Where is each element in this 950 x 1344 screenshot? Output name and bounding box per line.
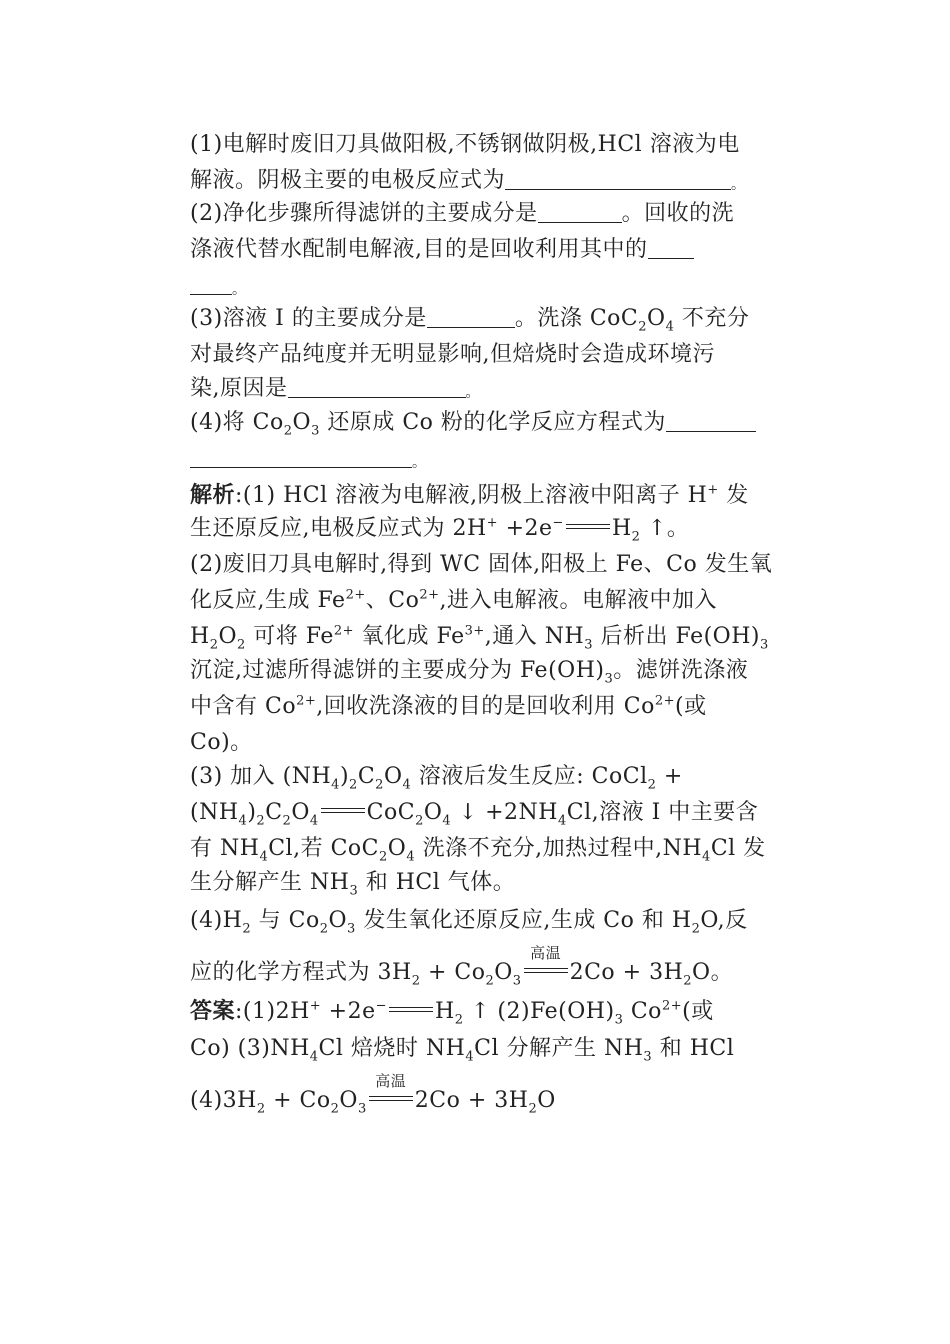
equals-sign [389, 1007, 433, 1012]
question-3-line-1: (3)溶液 Ⅰ 的主要成分是 。洗涤 $CoC_2O_4$ 不充分 [190, 306, 750, 335]
question-4-line-2: 。 [190, 444, 750, 478]
question-3-line-2: 对最终产品纯度并无明显影响,但焙烧时会造成环境污 [190, 342, 715, 367]
reaction-condition: 高温 [367, 1086, 415, 1116]
answer-blank [288, 375, 466, 398]
answer-blank [190, 445, 412, 468]
question-1-line-1: (1)电解时废旧刀具做阳极,不锈钢做阴极,HCl 溶液为电 [190, 132, 740, 157]
reaction-condition: 高温 [522, 958, 570, 988]
question-1-line-2: 解液。阴极主要的电极反应式为 。 [190, 168, 746, 193]
analysis-line-8: Co)。 [190, 730, 253, 755]
question-4-line-1: (4)将 $Co_2O_3$ 还原成 Co 粉的化学反应方程式为 [190, 408, 750, 438]
analysis-line-11: 有 $NH_4Cl$,若 $CoC_2O_4$ 洗涤不充分,加热过程中$,NH_4Cl$ 发 [190, 836, 766, 865]
question-2-line-1: (2)净化步骤所得滤饼的主要成分是 。回收的洗 [190, 201, 735, 226]
answer-line-1: 答案:(1)2H+ +2e− $H_2$ ↑ $(2)Fe(OH)_3$ $Co^{2+}$(或 [190, 998, 714, 1028]
answer-blank [538, 200, 622, 223]
analysis-line-4: 化反应,生成 $Fe^{2+}$、$Co^{2+}$,进入电解液。电解液中加入 [190, 587, 718, 613]
answer-blank [648, 236, 694, 259]
question-2-line-2: 涤液代替水配制电解液,目的是回收利用其中的 [190, 235, 750, 265]
analysis-line-5: $H_2O_2$ 可将 $Fe^{2+}$ 氧化成 $Fe^{3+}$,通入 $NH_3$ 后析出 $Fe(OH)_3$ [190, 623, 769, 653]
analysis-line-6: 沉淀,过滤所得滤饼的主要成分为 $Fe(OH)_3$。滤饼洗涤液 [190, 658, 749, 687]
analysis-line-12: 生分解产生 $NH_3$ 和 HCl 气体。 [190, 870, 516, 899]
analysis-line-14: 应的化学方程式为 $3H_2 + Co_2O_3$ 高温 $2Co + 3H_2O$。 [190, 944, 734, 989]
analysis-line-1: 解析:(1) HCl 溶液为电解液,阴极上溶液中阳离子 H+ 发 [190, 482, 749, 508]
answer-blank [427, 305, 515, 328]
analysis-line-13: $(4)H_2$ 与 $Co_2O_3$ 发生氧化还原反应,生成 Co 和 $H_2O$,反 [190, 908, 748, 937]
answer-blank [190, 272, 232, 295]
analysis-line-3: (2)废旧刀具电解时,得到 WC 固体,阳极上 Fe、Co 发生氧 [190, 552, 773, 577]
answer-line-2: Co) $(3)NH_4Cl$ 焙烧时 $NH_4Cl$ 分解产生 $NH_3$ 和 HCl [190, 1036, 735, 1065]
answer-label: 答案 [190, 998, 236, 1024]
analysis-line-9: (3) 加入 $(NH_4)_2C_2O_4$ 溶液后发生反应: CoCl$_2$ + [190, 764, 683, 793]
analysis-line-7: 中含有 $Co^{2+}$,回收洗涤液的目的是回收利用 $Co^{2+}$(或 [190, 693, 707, 719]
answer-blank [666, 409, 756, 432]
answer-line-3: $(4)3H_2 + Co_2O_3$ 高温 $2Co + 3H_2O$ [190, 1072, 556, 1117]
equals-sign [566, 524, 610, 529]
analysis-label: 解析 [190, 482, 236, 508]
analysis-line-10: $(NH_4)_2C_2O_4$ $CoC_2O_4$ ↓ $+2NH_4Cl$,溶液 Ⅰ 中主要含 [190, 800, 759, 829]
question-3-line-3: 染,原因是 。 [190, 376, 480, 401]
equals-sign [321, 808, 365, 813]
analysis-line-2: 生还原反应,电极反应式为 2H+ +2e− $H_2$ ↑。 [190, 515, 690, 545]
answer-blank [505, 167, 731, 190]
question-2-line-3: 。 [190, 271, 750, 305]
